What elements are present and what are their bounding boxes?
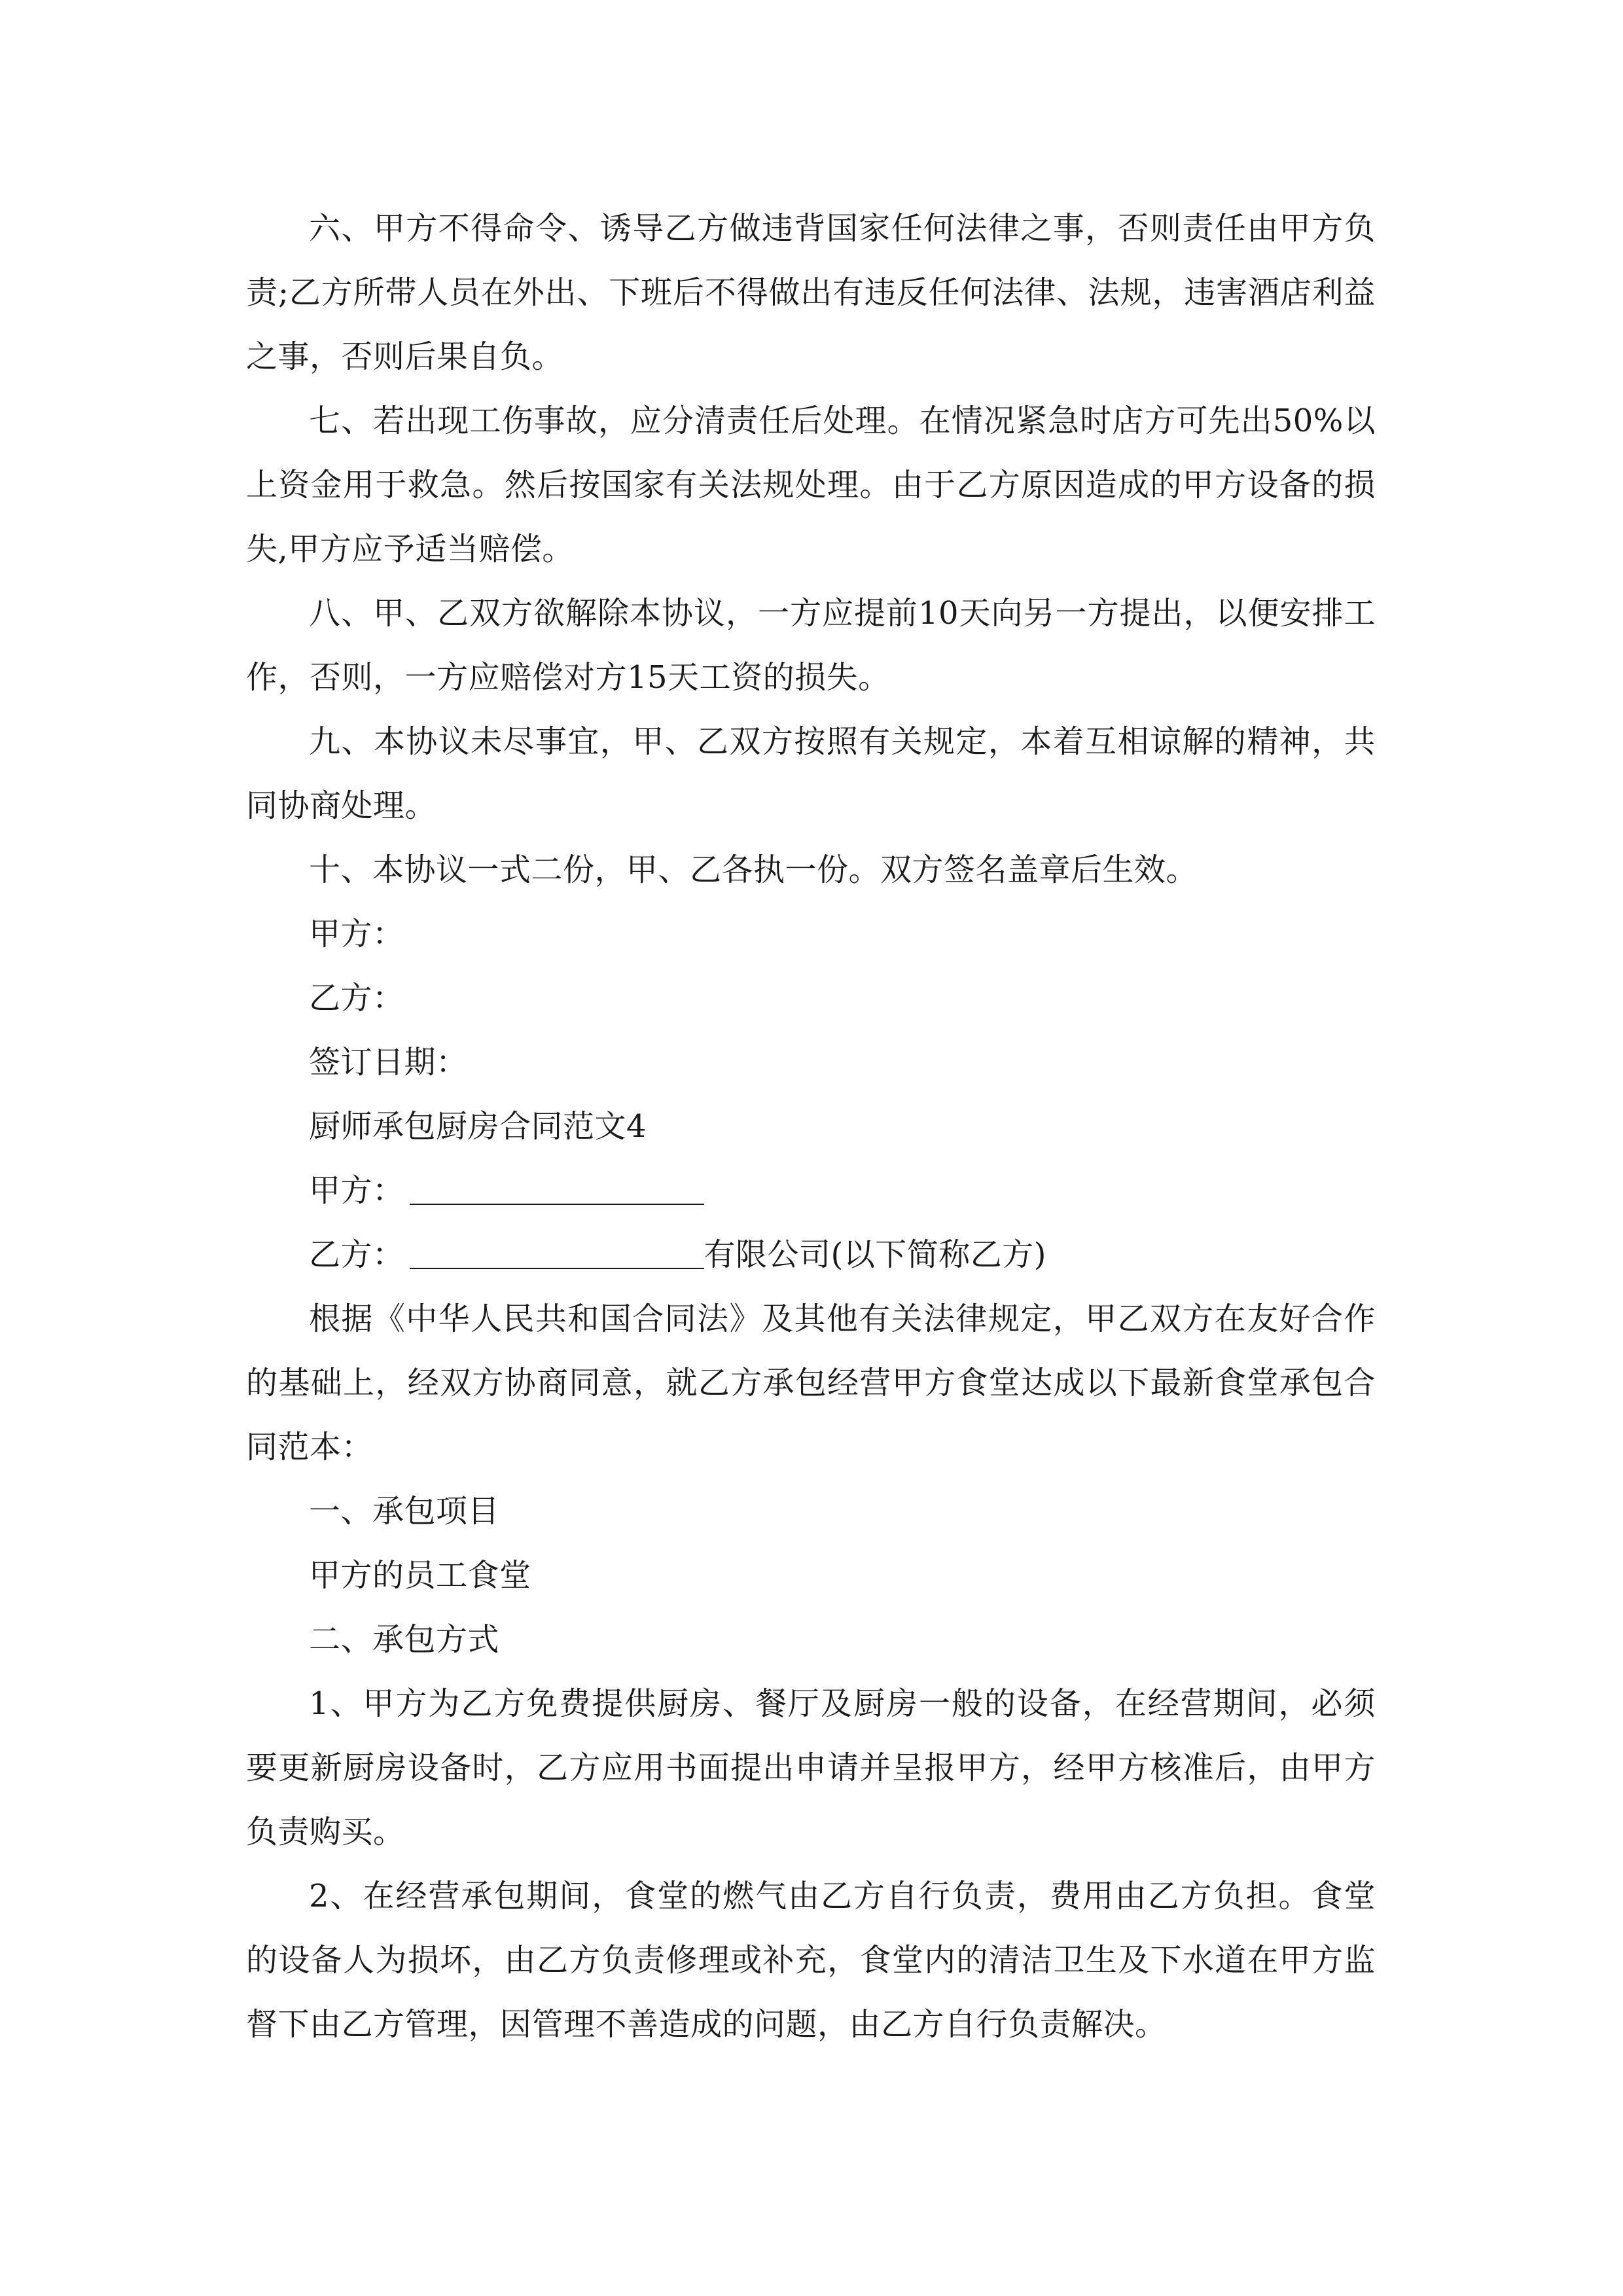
section-title: 厨师承包厨房合同范文4 — [309, 1108, 647, 1145]
heading-contract-item: 一、承包项目 — [309, 1493, 500, 1530]
method-clause-2: 2、在经营承包期间，食堂的燃气由乙方自行负责，费用由乙方负担。食堂的设备人为损坏，由乙方负责修理或补充，食堂内的清洁卫生及下水道在甲方监督下由乙方管理，因管理不善造成的问题，由乙方自行负责解决。 — [246, 1878, 1376, 2043]
party-b-line — [246, 1223, 1376, 1287]
clause-7: 七、若出现工伤事故，应分清责任后处理。在情况紧急时店方可先出50%以上资金用于救急。然后按国家有关法规处理。由于乙方原因造成的甲方设备的损失,甲方应予适当赔偿。 — [246, 403, 1376, 567]
preamble: 根据《中华人民共和国合同法》及其他有关法律规定，甲乙双方在友好合作的基础上，经双方协商同意，就乙方承包经营甲方食堂达成以下最新食堂承包合同范本： — [246, 1300, 1376, 1465]
clause-10: 十、本协议一式二份，甲、乙各执一份。双方签名盖章后生效。 — [309, 852, 1198, 888]
party-b-suffix: 有限公司(以下简称乙方) — [704, 1236, 1046, 1273]
signing-date: 签订日期： — [309, 1044, 468, 1081]
party-a-line — [246, 1158, 1376, 1223]
heading-contract-method: 二、承包方式 — [309, 1621, 500, 1658]
clause-6: 六、甲方不得命令、诱导乙方做违背国家任何法律之事，否则责任由甲方负责;乙方所带人员在外出、下班后不得做出有违反任何法律、法规，违害酒店利益之事，否则后果自负。 — [246, 210, 1376, 375]
clause-9: 九、本协议未尽事宜，甲、乙双方按照有关规定，本着互相谅解的精神，共同协商处理。 — [246, 723, 1376, 824]
method-clause-1: 1、甲方为乙方免费提供厨房、餐厅及厨房一般的设备，在经营期间，必须要更新厨房设备时，乙方应用书面提出申请并呈报甲方，经甲方核准后，由甲方负责购买。 — [246, 1685, 1376, 1850]
signature-party-a: 甲方： — [309, 916, 404, 952]
signature-party-b: 乙方： — [309, 980, 404, 1016]
document-body — [246, 196, 1376, 2056]
contract-item-text: 甲方的员工食堂 — [309, 1557, 531, 1594]
party-a-blank — [410, 1167, 704, 1205]
party-b-label: 乙方： — [309, 1236, 404, 1273]
party-a-label: 甲方： — [309, 1172, 404, 1209]
clause-8: 八、甲、乙双方欲解除本协议，一方应提前10天向另一方提出，以便安排工作，否则，一方应赔偿对方15天工资的损失。 — [246, 595, 1376, 696]
party-b-blank — [410, 1231, 704, 1269]
